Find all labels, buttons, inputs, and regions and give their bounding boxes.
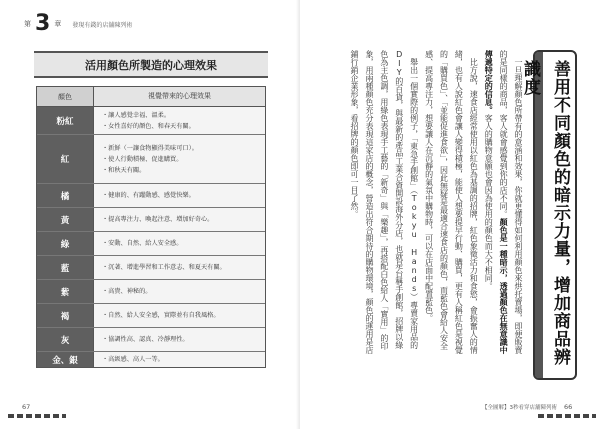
effect-cell [94, 135, 265, 183]
color-name: 灰 [37, 328, 94, 351]
effect-line: ・新鮮（一讓食物顯得美味可口）。 [102, 144, 198, 152]
effect-line: ・健康的、有躍動感、感覺快樂。 [102, 192, 195, 199]
table-header-row [37, 87, 265, 107]
effect-cell [94, 256, 265, 279]
section-heading: 善用不同顏色的暗示力量，增加商品辨識度 [520, 60, 570, 366]
table-row [37, 107, 265, 135]
paragraph: 舉出一個實際的例子，「東急手創館」（Tokyu Hands）專賣家用品的DIY的百貨，與最新的產品工業合資開設海外分店，也就是台稱手創館，招牌以綠色為主色調，用綠色表現手工藝的「新奇」與「樂趣」，再搭配白色給人「實用」的印象，用兩種顏色充分表現這家店的概念，營造出符合期待的購物環境，顏色的運用是店鋪行銷企業形象，看招牌的顏色即可一目了然。 [350, 50, 419, 354]
effect-line: ・安動、自然、給人安全感。 [102, 240, 183, 247]
footer-dash-right [538, 414, 596, 418]
table-row [37, 135, 265, 184]
effect-cell [94, 352, 265, 367]
effect-cell [94, 304, 265, 327]
paragraph-text: 一旦理解顏色所帶有的意涵和效果，你就更懂得如何利用顏色來烘托賣場，即便販賣的是同樣的商品，客人就會感覺到你的店不同。 [499, 50, 523, 354]
effect-line: ・讓人感覺幸福、溫柔。 [102, 111, 171, 119]
table-title: 活用顏色所製造的心理效果 [34, 51, 268, 78]
effect-line: ・和秋天有關。 [102, 166, 146, 174]
chapter-prefix: 第 [24, 20, 31, 28]
heading-accent-bar [535, 52, 543, 378]
header-color: 顏色 [37, 87, 94, 106]
effect-cell [94, 208, 265, 231]
chapter-header [24, 13, 132, 35]
effect-cell [94, 328, 265, 351]
effect-cell [94, 280, 265, 303]
table-row [37, 328, 265, 352]
color-name: 褐 [37, 304, 94, 327]
color-name: 紅 [37, 135, 94, 183]
table-row [37, 256, 265, 280]
table-row [37, 280, 265, 304]
effect-line: ・使人行動積極、促進購買。 [102, 155, 183, 163]
color-name: 橘 [37, 184, 94, 207]
effect-cell [94, 107, 265, 134]
header-effect: 視覺帶來的心理效果 [94, 87, 265, 106]
color-name: 黃 [37, 208, 94, 231]
effect-line: ・高貴、神秘的。 [102, 288, 152, 295]
color-name: 粉紅 [37, 107, 94, 134]
effect-line: ・沉著、增進學習和工作意志、和夏天有關。 [102, 264, 226, 271]
effect-line: ・高級感、高人一等。 [102, 356, 164, 363]
chapter-title: 發現有錢的店舖陳列術 [72, 21, 133, 29]
chapter-number: 3 [35, 11, 51, 36]
color-name: 紫 [37, 280, 94, 303]
chapter-suffix: 章 [54, 20, 62, 28]
effect-line: ・協調性高、認真、冷靜理性。 [102, 336, 189, 343]
effect-line: ・女性喜好的顏色、和春天有關。 [102, 122, 195, 130]
effect-line: ・自然、給人安全感，實際並有自我風格。 [102, 312, 220, 319]
footer-dash-left [8, 414, 66, 418]
page-number-left: 67 [22, 403, 31, 411]
paragraph: 比方說，速食店經常使用以紅色為基調的招牌，紅色象徵活力和食慾，會振奮人的情緒，也有人說紅色會讓人變得積極，能使人想要提早行動、購買，更有人稱紅色是視覺的「購買色」、「並能促進食欲」，因此無疑是最適合速食店的顏色，而藍色會給人安全感、提高專注力，想要讓人在沉靜的氣氛中購物時，可以在店面中配置藍色。 [424, 50, 479, 354]
color-effect-table [36, 86, 266, 368]
effect-cell [94, 232, 265, 255]
body-text [317, 50, 525, 355]
table-row [37, 352, 265, 367]
section-heading-box [520, 50, 577, 380]
table-row [37, 208, 265, 232]
footer-book-title: 【全圖解】3秒看穿店舖陳列術 [482, 405, 558, 411]
paragraph-text: 客人的購物意願也會因為使用的顏色而大不相同。 [484, 114, 494, 290]
page-number-right: 66 [564, 403, 573, 411]
color-name: 金、銀 [37, 352, 94, 367]
color-name: 藍 [37, 256, 94, 279]
effect-cell [94, 184, 265, 207]
table-row [37, 184, 265, 208]
effect-line: ・提高專注力、喚起注意、增加好奇心。 [102, 216, 214, 223]
table-row [37, 304, 265, 328]
table-row [37, 232, 265, 256]
paragraph-emphasis: 顏色是一種暗示，透過顏色在無意識中傳遞特定的信息。 [484, 50, 509, 354]
color-name: 綠 [37, 232, 94, 255]
